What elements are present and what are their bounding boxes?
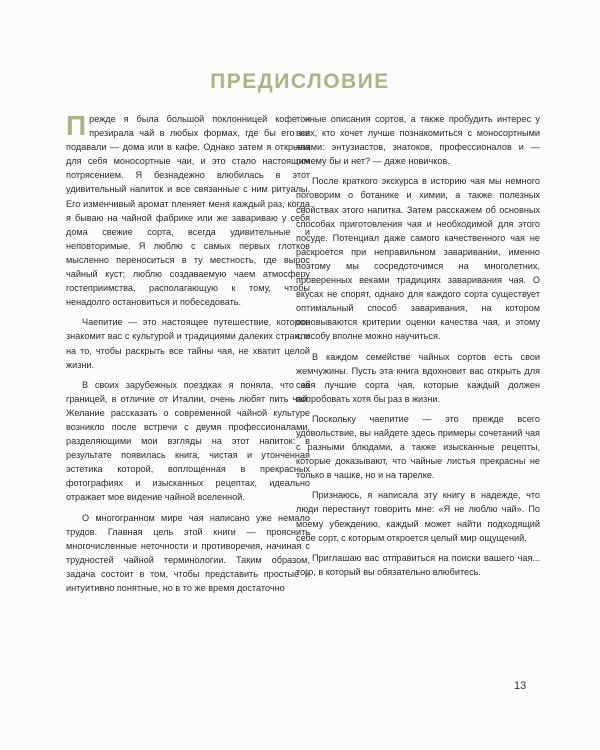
paragraph: Чаепитие — это настоящее путешествие, которое знакомит вас с культурой и традициями далеких стран, и на то, чтобы раскрыть все тайны чая, не хватит целой жизни.: [66, 317, 310, 370]
paragraph: В каждом семействе чайных сортов есть свои жемчужины. Пусть эта книга вдохновит вас открыть для себя лучшие сорта чая, которые каждый должен попробовать хотя бы раз в жизни.: [296, 351, 540, 404]
paragraph: [66, 112, 310, 309]
paragraph: Поскольку чаепитие — это прежде всего удовольствие, вы найдете здесь примеры сочетаний чая с разными блюдами, а также изысканные рецепты, которые доказывают, что чайные листья прекрасны не только в чашке, но и на тарелке.: [296, 413, 540, 481]
paragraph: О многогранном мире чая написано уже немало трудов. Главная цель этой книги — прояснить многочисленные неточности и противоречия, начиная с трудностей чайной терминологии. Таким образом, задача состоит в том, чтобы представить простые и интуитивно понятные, но в то же время достаточно: [66, 512, 310, 593]
paragraph: После краткого экскурса в историю чая мы немного поговорим о ботанике и химии, а также полезных свойствах этого напитка. Затем расскажем об основных способах приготовления чая и необходимой для этого посуде. Потенциал даже самого качественного чая не раскроется при неправильном заваривании, именно поэтому мы сосредоточимся на многолетних, проверенных веками традициях заваривания чая. О вкусах не спорят, однако для каждого сорта существует оптимальный способ заваривания, на котором основываются критерии оценки качества чая, и этому способу вполне можно научиться.: [296, 176, 540, 342]
page-title: ПРЕДИСЛОВИЕ: [210, 70, 390, 93]
paragraph: точные описания сортов, а также пробудить интерес у всех, кто хочет лучше познакомиться с моносортными чаями: энтузиастов, знатоков, профессионалов и — почему бы и нет? — даже новичков.: [296, 114, 540, 167]
paragraph: Приглашаю вас отправиться на поиски вашего чая... того, в который вы обязательно влюбитесь.: [296, 552, 540, 577]
paragraph: В своих зарубежных поездках я поняла, что за границей, в отличие от Италии, очень любят пить чай. Желание рассказать о современной чайной культуре возникло после встречи с двумя профессионалами, разделяющими мои взгляды на этот напиток: в результате появилась книга, чистая и утонченная эстетика которой, воплощенная в прекрасных фотографиях и изысканных рецептах, идеально отражает мое видение чайной вселенной.: [66, 379, 310, 503]
paragraph: Признаюсь, я написала эту книгу в надежде, что люди перестанут говорить мне: «Я не люблю чай». По моему убеждению, каждый может найти подходящий себе сорт, с которым откроется целый мир ощущений.: [296, 490, 540, 543]
left-column: [66, 112, 310, 601]
drop-cap: П: [66, 110, 87, 141]
paragraph-text: режде я была большой поклонницей кофе и презирала чай в любых формах, где бы его ни подавали — дома или в кафе. Однако затем я открыла для себя моносортные чаи, и это стало настоящим потрясением. Я безнадежно влюбилась в этот удивительный напиток и все связанные с ним ритуалы. Его изменчивый аромат пленяет меня каждый раз, когда я бываю на чайной фабрике или же завариваю у себя дома свежие сорта, всегда удивительные и неповторимые. Я люблю с самых первых глотков мысленно переноситься в ту местность, где вырос чайный куст; люблю создаваемую чаем атмосферу гостеприимства, располагающую к тому, чтобы ненадолго остановиться и побеседовать.: [66, 114, 310, 308]
page-number: 13: [514, 680, 527, 692]
right-column: [296, 112, 540, 585]
